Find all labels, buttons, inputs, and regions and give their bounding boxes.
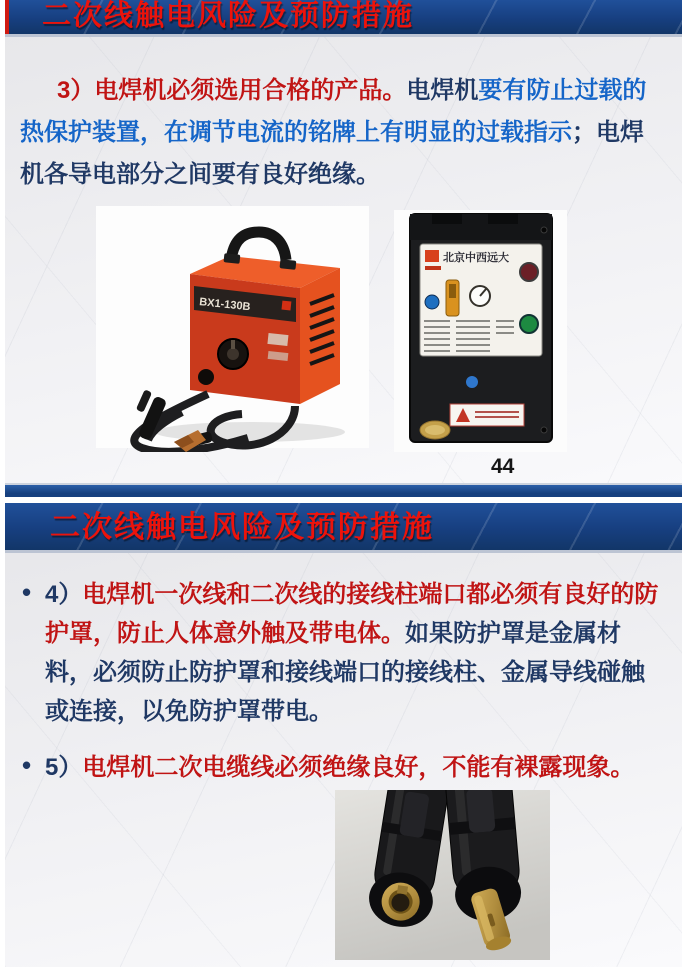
protector-brand-text: 北京中西远大 (443, 252, 509, 264)
slide1-bottom-bar (5, 483, 682, 497)
green-lamp (520, 315, 538, 333)
bullet-item-4 (15, 575, 660, 731)
cable-connectors-photo (335, 790, 550, 960)
bullet4-number: 4） (45, 581, 83, 608)
slide1-title-banner (5, 0, 682, 37)
bullet4-red-text: 电焊机一次线和二次线的接线柱端口都必须有良好的防护罩，防止人体意外触及带电体。 (45, 581, 659, 647)
page-number: 44 (491, 455, 515, 478)
para-seg-blue: 要有防止过载的热保护装置，在调节电流的铭牌上有明显的过载指示 (20, 77, 647, 146)
case-blue-dot (466, 376, 478, 388)
bullet-dot: • (22, 750, 32, 780)
welder-output-socket (198, 369, 214, 385)
bullet4-navy-text: 如果防护罩是金属材料，必须防止防护罩和接线端口的接线柱、金属导线碰触或连接，以免防护罩带电。 (45, 620, 645, 725)
brand-logo (425, 250, 439, 262)
bullet-item-5 (15, 748, 660, 787)
bullet5-number: 5） (45, 754, 83, 781)
welder-model-label: BX1-130B (198, 296, 252, 314)
slide1-title: 二次线触电风险及预防措施 (42, 0, 415, 32)
slide2-bullet-list (15, 575, 660, 787)
welding-machine-photo (90, 202, 375, 452)
bullet5-red-text: 电焊机二次电缆线必须绝缘良好，不能有裸露现象。 (82, 754, 635, 781)
blue-indicator (425, 295, 439, 309)
bullet-dot: • (22, 577, 32, 607)
slide-next (5, 503, 682, 967)
warning-sticker (450, 404, 524, 426)
slide2-title-banner (5, 503, 682, 553)
slide1-paragraph (20, 70, 660, 196)
banner-left-red-accent (5, 0, 9, 34)
gold-badge (420, 421, 450, 439)
slide2-title: 二次线触电风险及预防措施 (50, 511, 434, 544)
para-seg-navy1: 电焊机 (406, 77, 479, 104)
secondary-voltage-protector-photo (392, 208, 569, 454)
para-seg-navy2: ；电焊机各导电部分之间要有良好绝缘。 (20, 119, 644, 188)
red-lamp (520, 263, 538, 281)
slide-page-44 (5, 0, 682, 497)
para-seg-red: 3）电焊机必须选用合格的产品。 (57, 77, 407, 104)
protector-label-panel (420, 244, 542, 356)
